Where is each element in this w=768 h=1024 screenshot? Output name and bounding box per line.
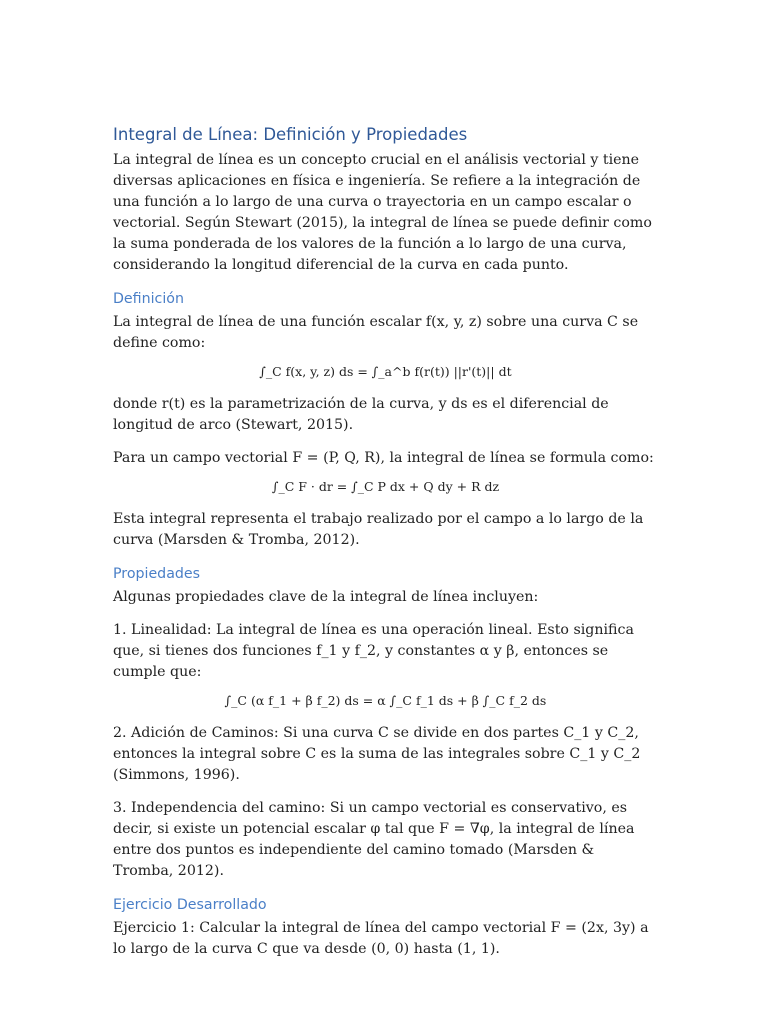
properties-intro: Algunas propiedades clave de la integral de línea incluyen: [113, 589, 539, 605]
definition-paragraph-2: donde r(t) es la parametrización de la curva, y ds es el diferencial de longitud de arco (Stewart, 2015). [113, 396, 609, 433]
property-item-path-addition: 2. Adición de Caminos: Si una curva C se divide en dos partes C_1 y C_2, entonces la integral sobre C es la suma de las integrales sobre C_1 y C_2 (Simmons, 1996). [113, 725, 641, 783]
definition-paragraph-3: Para un campo vectorial F = (P, Q, R), la integral de línea se formula como: [113, 450, 654, 466]
intro-paragraph: La integral de línea es un concepto crucial en el análisis vectorial y tiene diversas aplicaciones en física e ingeniería. Se refiere a la integración de una función a lo largo de una curva o trayectoria en un campo escalar o vectorial. Según Stewart (2015), la integral de línea se puede definir como la suma ponderada de los valores de la función a lo largo de una curva, considerando la longitud diferencial de la curva en cada punto. [113, 152, 652, 273]
document-content [113, 124, 658, 960]
formula-scalar-line-integral: ∫_C f(x, y, z) ds = ∫_a^b f(r(t)) ||r'(t)|| dt [259, 364, 512, 379]
document-title: Integral de Línea: Definición y Propiedades [113, 125, 468, 144]
definition-paragraph-4: Esta integral representa el trabajo realizado por el campo a lo largo de la curva (Marsden & Tromba, 2012). [113, 511, 644, 548]
formula-linearity: ∫_C (α f_1 + β f_2) ds = α ∫_C f_1 ds + β ∫_C f_2 ds [224, 693, 547, 708]
formula-vector-line-integral: ∫_C F · dr = ∫_C P dx + Q dy + R dz [271, 479, 500, 494]
properties-heading: Propiedades [113, 566, 201, 582]
definition-paragraph-1: La integral de línea de una función escalar f(x, y, z) sobre una curva C se define como: [113, 314, 639, 351]
definition-heading: Definición [113, 291, 184, 307]
exercise-heading: Ejercicio Desarrollado [113, 897, 267, 913]
property-item-linearity: 1. Linealidad: La integral de línea es una operación lineal. Esto significa que, si tienes dos funciones f_1 y f_2, y constantes α y β, entonces se cumple que: [113, 622, 634, 680]
exercise-paragraph-1: Ejercicio 1: Calcular la integral de línea del campo vectorial F = (2x, 3y) a lo largo de la curva C que va desde (0, 0) hasta (1, 1). [113, 920, 649, 957]
property-item-path-independence: 3. Independencia del camino: Si un campo vectorial es conservativo, es decir, si existe un potencial escalar φ tal que F = ∇φ, la integral de línea entre dos puntos es independiente del camino tomado (Marsden & Tromba, 2012). [113, 800, 635, 879]
